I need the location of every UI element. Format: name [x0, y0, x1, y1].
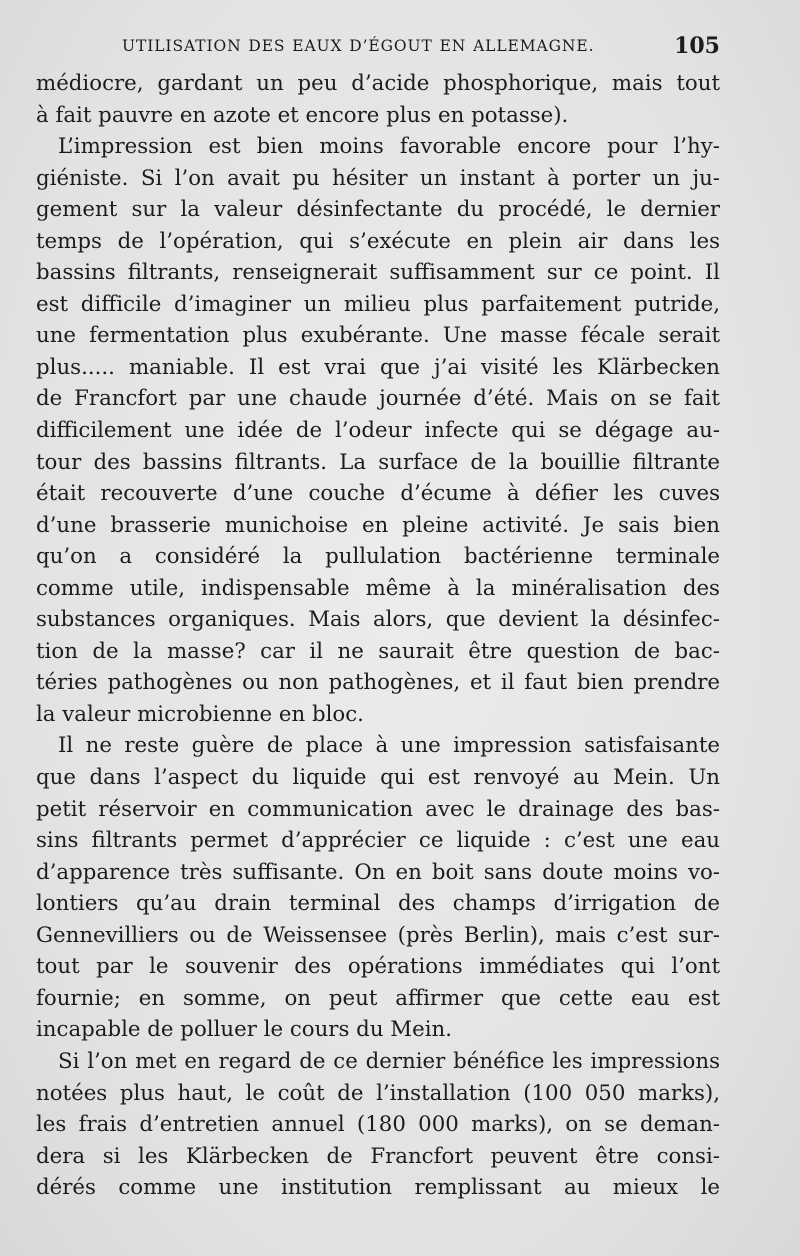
text-line: petit réservoir en communication avec le drainage des bas- — [36, 796, 720, 822]
running-head — [122, 33, 720, 57]
text-line: téries pathogènes ou non pathogènes, et il faut bien prendre — [36, 670, 720, 696]
text-line: dérés comme une institution remplissant au mieux le — [36, 1175, 720, 1201]
text-line: plus..... maniable. Il est vrai que j’ai visité les Klärbecken — [36, 354, 720, 380]
text-line: tout par le souvenir des opérations immédiates qui l’ont — [36, 954, 720, 980]
text-line: notées plus haut, le coût de l’installation (100 050 marks), — [36, 1080, 720, 1106]
text-line: fournie; en somme, on peut affirmer que cette eau est — [36, 985, 720, 1011]
text-line: d’apparence très suffisante. On en boit sans doute moins vo- — [36, 859, 720, 885]
text-line: les frais d’entretien annuel (180 000 marks), on se deman- — [36, 1112, 720, 1138]
text-line: giéniste. Si l’on avait pu hésiter un instant à porter un ju- — [36, 165, 720, 191]
paragraph — [36, 68, 720, 131]
text-line: de Francfort par une chaude journée d’été. Mais on se fait — [36, 386, 720, 412]
text-line: lontiers qu’au drain terminal des champs d’irrigation de — [36, 891, 720, 917]
text-line: comme utile, indispensable même à la minéralisation des — [36, 575, 720, 601]
text-line: Il ne reste guère de place à une impression satisfaisante — [58, 733, 720, 759]
text-line: tour des bassins filtrants. La surface de la bouillie filtrante — [36, 449, 720, 475]
text-line: temps de l’opération, qui s’exécute en plein air dans les — [36, 228, 720, 254]
text-line: substances organiques. Mais alors, que devient la désinfec- — [36, 607, 720, 633]
text-line: difficilement une idée de l’odeur infecte qui se dégage au- — [36, 418, 720, 444]
paragraph — [36, 131, 720, 730]
text-line: incapable de polluer le cours du Mein. — [36, 1017, 453, 1043]
text-line: était recouverte d’une couche d’écume à défier les cuves — [36, 481, 720, 507]
text-line: Gennevilliers ou de Weissensee (près Berlin), mais c’est sur- — [36, 922, 720, 948]
text-line: médiocre, gardant un peu d’acide phosphorique, mais tout — [36, 71, 720, 96]
text-line: dera si les Klärbecken de Francfort peuvent être consi- — [36, 1143, 720, 1169]
text-line: est difficile d’imaginer un milieu plus parfaitement putride, — [36, 291, 720, 317]
text-line: gement sur la valeur désinfectante du procédé, le dernier — [36, 197, 720, 223]
text-line: sins filtrants permet d’apprécier ce liquide : c’est une eau — [36, 828, 720, 854]
page-number: 105 — [674, 33, 720, 59]
text-line: bassins filtrants, renseignerait suffisamment sur ce point. Il — [36, 260, 720, 286]
paragraph — [36, 1046, 720, 1204]
text-line: une fermentation plus exubérante. Une masse fécale serait — [36, 323, 720, 349]
text-line: tion de la masse? car il ne saurait être question de bac- — [36, 638, 720, 664]
text-line: qu’on a considéré la pullulation bactérienne terminale — [36, 544, 720, 570]
text-line: que dans l’aspect du liquide qui est renvoyé au Mein. Un — [36, 765, 720, 791]
text-line: L’impression est bien moins favorable encore pour l’hy- — [58, 134, 720, 160]
body-text — [36, 68, 720, 1204]
paragraph — [36, 730, 720, 1045]
text-line: Si l’on met en regard de ce dernier bénéfice les impressions — [58, 1048, 720, 1074]
running-title: UTILISATION DES EAUX D’ÉGOUT EN ALLEMAGNE. — [122, 37, 595, 55]
text-line: d’une brasserie munichoise en pleine activité. Je sais bien — [36, 512, 720, 538]
text-line: la valeur microbienne en bloc. — [36, 701, 364, 727]
text-line: à fait pauvre en azote et encore plus en potasse). — [36, 102, 569, 128]
